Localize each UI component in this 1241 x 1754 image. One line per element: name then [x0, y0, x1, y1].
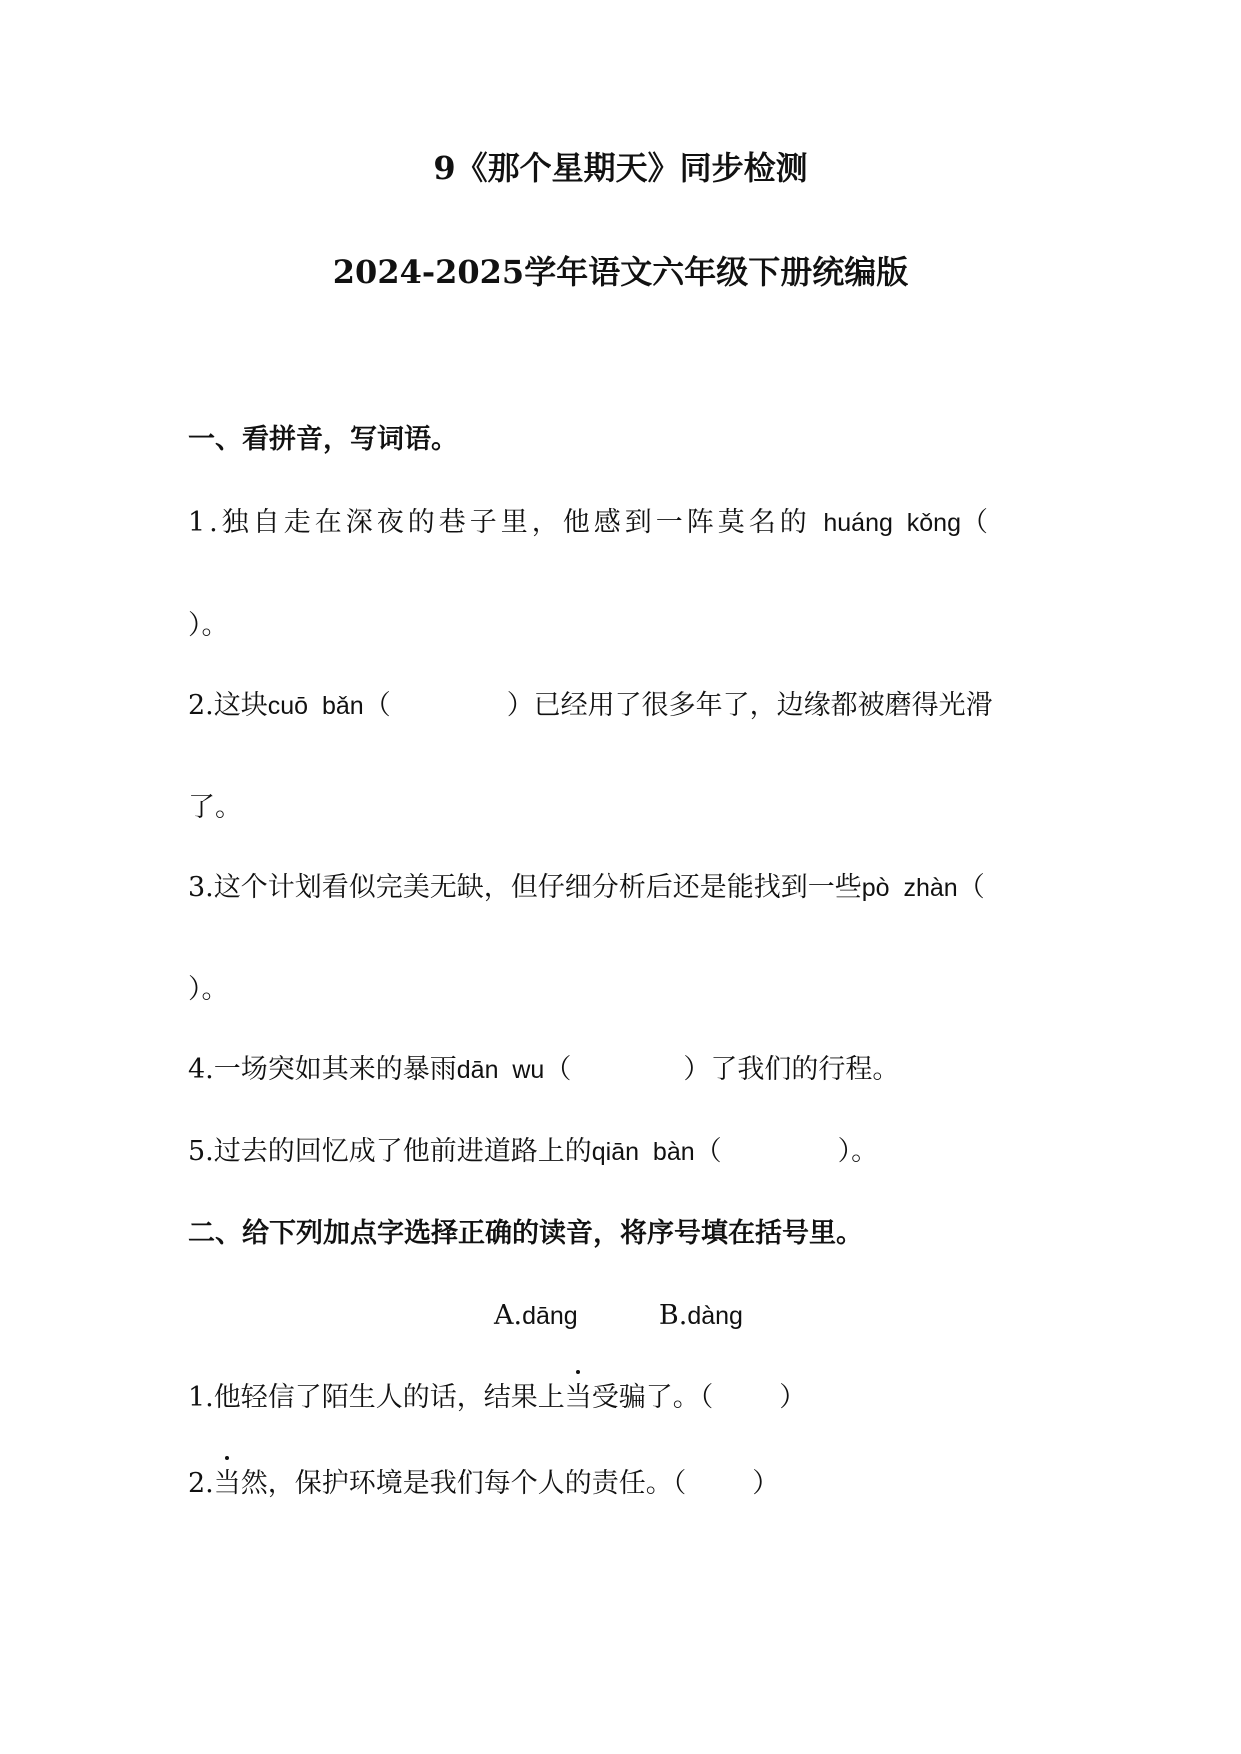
- section-1-heading: 一、看拼音，写词语。: [188, 424, 458, 455]
- question-3-open-paren: （: [957, 872, 985, 903]
- question-3-close: ）。: [188, 974, 229, 1005]
- question-2-pinyin: cuō bǎn: [267, 692, 364, 720]
- option-a-pinyin: dāng: [522, 1302, 578, 1330]
- question-1-line: [188, 505, 992, 541]
- question-3-line: [188, 870, 985, 906]
- section-2-question-2-close-paren: ）: [752, 1468, 780, 1499]
- question-5-line: [188, 1134, 878, 1170]
- question-3-text: 3.这个计划看似完美无缺，但仔细分析后还是能找到一些: [188, 872, 862, 903]
- question-4-open-paren: （: [544, 1054, 572, 1085]
- question-4-text: 4.一场突如其来的暴雨: [188, 1054, 457, 1085]
- question-1-close: ）。: [188, 610, 229, 641]
- question-5-text-after: ）。: [837, 1136, 879, 1167]
- section-2-heading: 二、给下列加点字选择正确的读音，将序号填在括号里。: [188, 1218, 863, 1249]
- section-2-question-2-line: [188, 1466, 779, 1502]
- section-2-question-2-dotted-char: 当: [214, 1466, 241, 1502]
- question-2-answer-blank[interactable]: [391, 713, 507, 714]
- option-a-label: A.: [494, 1300, 523, 1331]
- section-2-question-1-close-paren: ）: [779, 1382, 807, 1413]
- question-1-open-paren: （: [960, 507, 992, 538]
- question-4-answer-blank[interactable]: [571, 1077, 683, 1078]
- question-2-text-after: ）已经用了很多年了，边缘都被磨得光滑: [506, 690, 993, 721]
- document-title: 9《那个星期天》同步检测: [433, 149, 808, 187]
- section-2-question-1-dotted-char: 当: [565, 1380, 592, 1416]
- question-5-pinyin: qiān bàn: [591, 1138, 695, 1166]
- section-2-question-1-text-after: 受骗了。（: [591, 1382, 714, 1413]
- option-b-pinyin: dàng: [687, 1302, 743, 1330]
- section-2-question-2-answer-blank[interactable]: [686, 1491, 752, 1492]
- question-4-text-after: ）了我们的行程。: [683, 1054, 900, 1085]
- question-1-text: 1.独自走在深夜的巷子里，他感到一阵莫名的: [188, 507, 811, 538]
- question-2-text: 2.这块: [188, 690, 268, 721]
- section-2-question-1-line: [188, 1380, 806, 1416]
- option-b-label: B.: [658, 1300, 688, 1331]
- question-5-text: 5.过去的回忆成了他前进道路上的: [188, 1136, 592, 1167]
- reading-options: [494, 1298, 743, 1334]
- section-2-question-1-text: 1.他轻信了陌生人的话，结果上: [188, 1382, 565, 1413]
- question-5-open-paren: （: [694, 1136, 722, 1167]
- question-2-line: [188, 688, 993, 724]
- question-4-pinyin: dān wu: [456, 1056, 545, 1084]
- question-2-open-paren: （: [363, 690, 391, 721]
- section-2-question-2-text-after: 然，保护环境是我们每个人的责任。（: [240, 1468, 687, 1499]
- question-5-answer-blank[interactable]: [722, 1159, 838, 1160]
- question-4-line: [188, 1052, 899, 1088]
- question-2-continued: 了。: [188, 792, 242, 823]
- section-2-question-1-answer-blank[interactable]: [713, 1405, 779, 1406]
- question-1-pinyin: huáng kǒng: [823, 509, 961, 537]
- section-2-question-2-text: 2.: [188, 1468, 214, 1499]
- document-subtitle: 2024-2025学年语文六年级下册统编版: [332, 253, 909, 291]
- question-3-pinyin: pò zhàn: [861, 874, 958, 902]
